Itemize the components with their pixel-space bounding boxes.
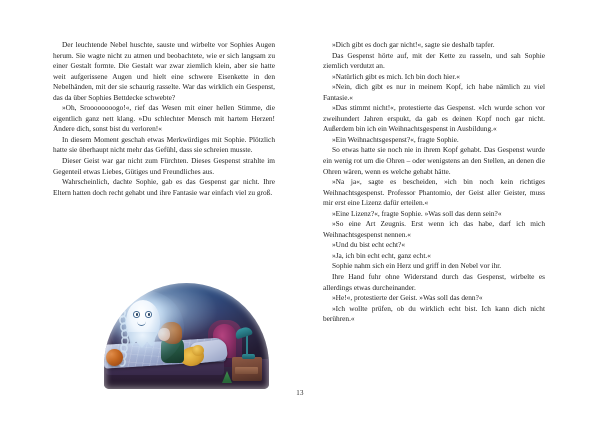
paragraph: »Nein, dich gibt es nur in meinem Kopf, ich habe nämlich zu viel Fantasie.« (323, 82, 545, 102)
ghost-tail (128, 332, 157, 348)
paragraph: »Ja, ich bin echt echt, ganz echt.« (332, 250, 431, 260)
paragraph: »Oh, Sroooooooogo!«, rief das Wesen mit einer hellen Stimme, die eigentlich ganz nett klang. »Du schlechter Mensch mit hartem Herzen! Ändere dich, sonst bist du verloren!« (53, 103, 275, 134)
paragraph: Dieser Geist war gar nicht zum Fürchten. Dieses Gespenst strahlte im Gegenteil etwas Liebes, Gütiges und Freundliches aus. (53, 156, 275, 176)
left-page-text-column (53, 40, 275, 198)
paragraph: Sophie nahm sich ein Herz und griff in den Nebel vor ihr. (332, 261, 502, 271)
paragraph: Der leuchtende Nebel huschte, sauste und wirbelte vor Sophies Augen herum. Sie wagte nicht zu atmen und beobachtete, wie er sich langsam zu einer Gestalt formte. Die Gestalt war zwar ziemlich klein, aber sie hatte weit aufgerissene Augen und hielt eine schwere Eisenkette in den Nebelhänden, mit der sie schaurig rasselte. War das wirklich ein Gespenst, das da über Sophies Bettdecke schwebte? (53, 40, 275, 102)
paragraph: »He!«, protestierte der Geist. »Was soll das denn?« (332, 293, 483, 303)
paragraph: »Dich gibt es doch gar nicht!«, sagte sie deshalb tapfer. (332, 40, 495, 49)
paragraph: »Na ja«, sagte es bescheiden, »ich bin noch kein richtiges Weihnachtsgespenst. Professor Phantomio, der Geist aller Geister, muss mir erst eine Lizenz dafür erteilen.« (323, 177, 545, 208)
teddy-bear-head (192, 345, 204, 356)
page-gutter (300, 0, 301, 424)
page-number: 13 (296, 389, 304, 397)
paragraph: »Natürlich gibt es mich. Ich bin doch hier.« (332, 71, 460, 81)
paragraph: »So eine Art Zeugnis. Erst wenn ich das habe, darf ich mich Weihnachtsgespenst nennen.« (323, 219, 545, 239)
paragraph: »Und du bist echt echt?« (332, 240, 406, 250)
nightstand-drawer (235, 367, 258, 374)
ghost-pupil-right (148, 313, 151, 316)
paragraph: Wahrscheinlich, dachte Sophie, gab es das Gespenst gar nicht. Ihre Eltern hatten doch recht gehabt und ihre Fantasie war einfach viel zu groß. (53, 177, 275, 197)
lamp-base (242, 354, 255, 359)
paragraph: So etwas hatte sie noch nie in ihrem Kopf gehabt. Das Gespenst wurde ein wenig rot um die Ohren – oder wenigstens an den Stellen, an denen die Ohren wären, wenn es welche gehabt hätte. (323, 145, 545, 176)
paragraph: »Eine Lizenz?«, fragte Sophie. »Was soll das denn sein?« (332, 208, 502, 218)
paragraph: In diesem Moment geschah etwas Merkwürdiges mit Sophie. Plötzlich hatte sie überhaupt nicht mehr das Gefühl, dass sie schreien musste. (53, 134, 275, 155)
right-page-text-column (323, 40, 545, 325)
paragraph: »Das stimmt nicht!«, protestierte das Gespenst. »Ich wurde schon vor zweihundert Jahren erspukt, da gab es deinen Kopf noch gar nicht. Außerdem bin ich ein Weihnachtsgespenst in Ausbildung.« (323, 103, 545, 134)
ghost-pupil-left (136, 313, 139, 316)
iron-ball (106, 349, 123, 366)
paragraph: Das Gespenst hörte auf, mit der Kette zu rasseln, und sah Sophie ziemlich verdutzt an. (323, 50, 545, 71)
illustration-canvas (104, 283, 269, 389)
lamp-arm (246, 334, 248, 355)
paragraph: Ihre Hand fuhr ohne Widerstand durch das Gespenst, wirbelte es allerdings etwas durcheinander. (323, 272, 545, 292)
paragraph: »Ich wollte prüfen, ob du wirklich echt bist. Ich kann dich nicht berühren.« (323, 303, 545, 324)
paragraph: »Ein Weihnachtsgespenst?«, fragte Sophie. (332, 134, 459, 144)
illustration (104, 283, 269, 389)
